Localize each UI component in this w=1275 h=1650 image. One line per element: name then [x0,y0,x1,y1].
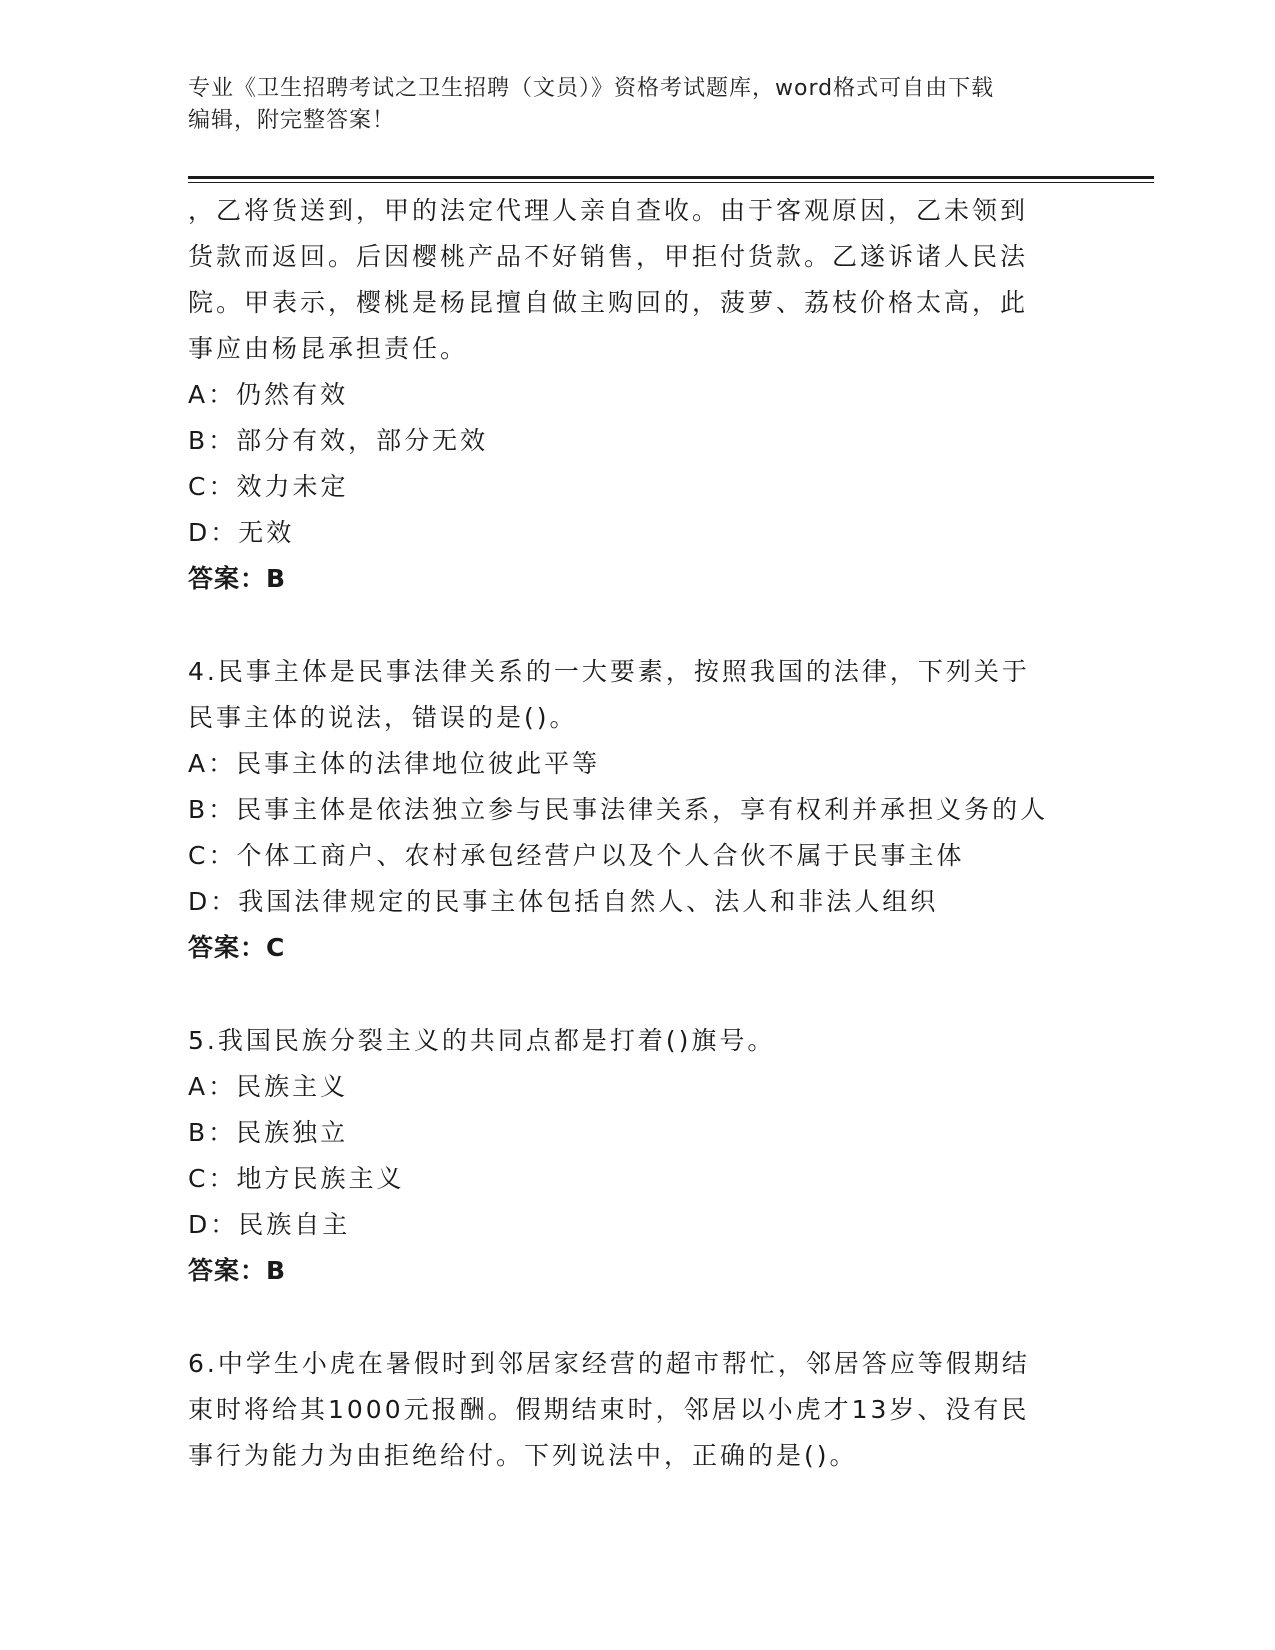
question-6-text-line: 6.中学生小虎在暑假时到邻居家经营的超市帮忙，邻居答应等假期结 [188,1349,1030,1378]
question-3-text-line: 事应由杨昆承担责任。 [188,334,469,363]
question-5-option-c: C：地方民族主义 [188,1164,405,1193]
question-4-option-b: B：民事主体是依法独立参与民事法律关系，享有权利并承担义务的人 [188,795,1049,824]
question-5-option-a: A：民族主义 [188,1072,349,1101]
question-5-answer: 答案：B [188,1256,287,1285]
header-line-1: 专业《卫生招聘考试之卫生招聘（文员）》资格考试题库，word格式可自由下载 [188,76,995,101]
question-6 [188,1341,1148,1479]
question-5-option-d: D：民族自主 [188,1210,351,1239]
spacer [188,1294,1148,1341]
question-3-option-c: C：效力未定 [188,472,349,501]
question-6-text-line: 束时将给其1000元报酬。假期结束时，邻居以小虎才13岁、没有民 [188,1395,1030,1424]
question-4-text-line: 4.民事主体是民事法律关系的一大要素，按照我国的法律，下列关于 [188,657,1030,686]
document-header [188,73,1088,137]
question-3-text-line: 院。甲表示，樱桃是杨昆擅自做主购回的，菠萝、荔枝价格太高，此 [188,288,1029,317]
header-line-2: 编辑，附完整答案！ [188,108,396,133]
question-4 [188,649,1148,971]
question-3-text-line: ，乙将货送到，甲的法定代理人亲自查收。由于客观原因，乙未领到 [188,196,1029,225]
question-3-option-b: B：部分有效，部分无效 [188,426,489,455]
question-5-option-b: B：民族独立 [188,1118,349,1147]
question-3-option-d: D：无效 [188,518,295,547]
question-4-answer: 答案：C [188,933,286,962]
question-3-option-a: A：仍然有效 [188,380,349,409]
question-6-text-line: 事行为能力为由拒绝给付。下列说法中，正确的是()。 [188,1441,858,1470]
document-body [188,188,1148,1479]
question-4-text-line: 民事主体的说法，错误的是()。 [188,703,578,732]
question-4-option-c: C：个体工商户、农村承包经营户以及个人合伙不属于民事主体 [188,841,965,870]
header-divider-thin [188,182,1154,183]
spacer [188,602,1148,649]
question-3-text-line: 货款而返回。后因樱桃产品不好销售，甲拒付货款。乙遂诉诸人民法 [188,242,1029,271]
question-3 [188,188,1148,602]
question-4-option-a: A：民事主体的法律地位彼此平等 [188,749,601,778]
question-3-answer: 答案：B [188,564,287,593]
spacer [188,971,1148,1018]
question-4-option-d: D：我国法律规定的民事主体包括自然人、法人和非法人组织 [188,887,939,916]
question-5 [188,1018,1148,1294]
question-5-text-line: 5.我国民族分裂主义的共同点都是打着()旗号。 [188,1026,776,1055]
header-divider-thick [188,176,1154,179]
